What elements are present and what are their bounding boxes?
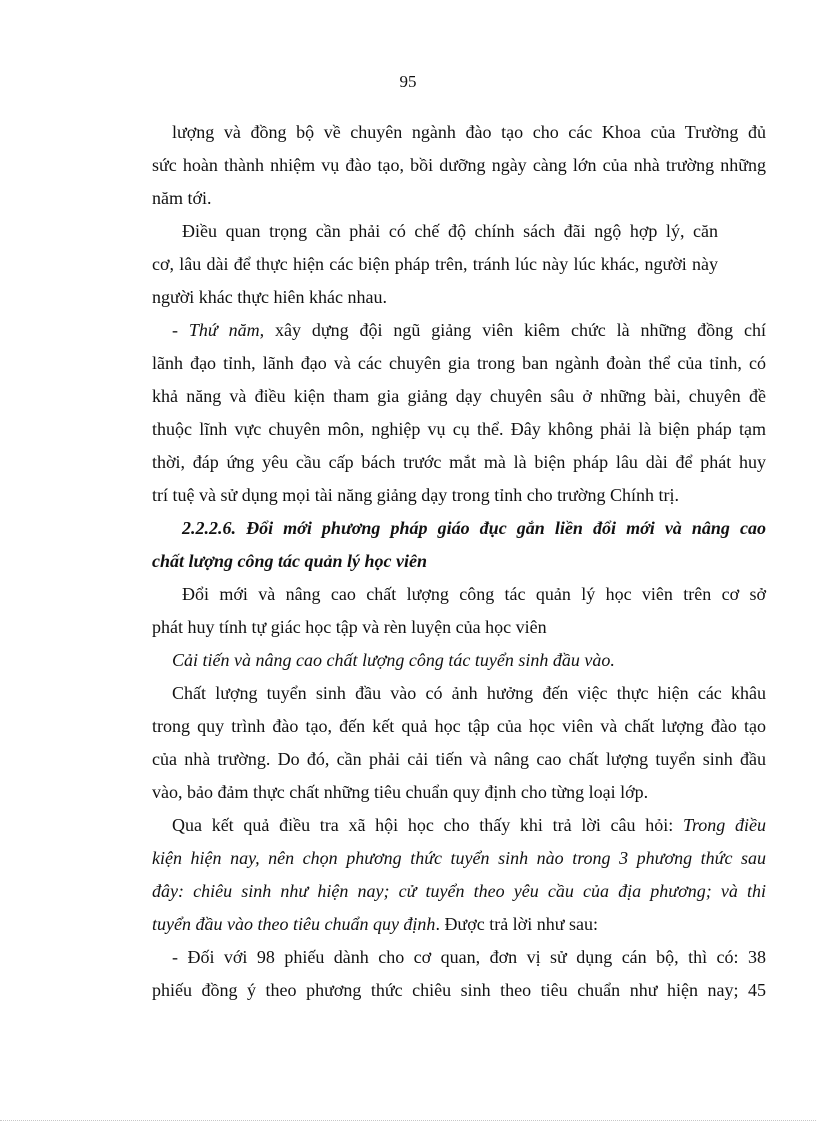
section-heading: 2.2.2.6. Đổi mới phương pháp giáo đục gắn liền đổi mới và nâng cao	[182, 518, 766, 538]
body-line	[172, 815, 766, 835]
section-heading: chất lượng công tác quản lý học viên	[152, 551, 427, 571]
body-line: năm tới.	[152, 188, 212, 208]
emphasis-text: tuyển đầu vào theo tiêu chuẩn quy định	[152, 914, 436, 934]
subheading-line: Cải tiến và nâng cao chất lượng công tác tuyển sinh đầu vào.	[172, 650, 615, 670]
body-line: người khác thực hiên khác nhau.	[152, 287, 387, 307]
body-line: phiếu đồng ý theo phương thức chiêu sinh theo tiêu chuẩn như hiện nay; 45	[152, 980, 766, 1000]
body-line: lãnh đạo tỉnh, lãnh đạo và các chuyên gia trong ban ngành đoàn thể của tỉnh, có	[152, 353, 766, 373]
body-line: sức hoàn thành nhiệm vụ đào tạo, bồi dưỡng ngày càng lớn của nhà trường những	[152, 155, 766, 175]
page-bottom-rule	[0, 1120, 816, 1121]
text-span: xây dựng đội ngũ giảng viên kiêm chức là những đồng chí	[264, 320, 766, 340]
body-line: lượng và đồng bộ về chuyên ngành đào tạo cho các Khoa của Trường đủ	[172, 122, 766, 142]
body-line: Điều quan trọng cần phải có chế độ chính sách đãi ngộ hợp lý, căn	[182, 221, 718, 241]
body-line: đây: chiêu sinh như hiện nay; cử tuyển theo yêu cầu của địa phương; và thi	[152, 881, 766, 901]
body-line: cơ, lâu dài để thực hiện các biện pháp trên, tránh lúc này lúc khác, người này	[152, 254, 718, 274]
body-line: thuộc lĩnh vực chuyên môn, nghiệp vụ cụ thể. Đây không phải là biện pháp tạm	[152, 419, 766, 439]
body-line	[172, 320, 766, 340]
body-line: phát huy tính tự giác học tập và rèn luyện của học viên	[152, 617, 547, 637]
body-line: - Đối với 98 phiếu dành cho cơ quan, đơn vị sử dụng cán bộ, thì có: 38	[172, 947, 766, 967]
emphasis-text: Thứ năm,	[188, 320, 265, 340]
emphasis-text: Trong điều	[682, 815, 766, 835]
body-line	[152, 914, 598, 934]
body-line: trong quy trình đào tạo, đến kết quả học tập của học viên và chất lượng đào tạo	[152, 716, 766, 736]
body-line: vào, bảo đảm thực chất những tiêu chuẩn quy định cho từng loại lớp.	[152, 782, 649, 802]
page-number: 95	[399, 72, 417, 91]
body-line: Đổi mới và nâng cao chất lượng công tác quản lý học viên trên cơ sở	[182, 584, 766, 604]
text-span: -	[172, 320, 189, 340]
body-line: kiện hiện nay, nên chọn phương thức tuyển sinh nào trong 3 phương thức sau	[152, 848, 766, 868]
text-span: Qua kết quả điều tra xã hội học cho thấy khi trả lời câu hỏi:	[172, 815, 683, 835]
body-line: thời, đáp ứng yêu cầu cấp bách trước mắt mà là biện pháp lâu dài để phát huy	[152, 452, 766, 472]
text-span: . Được trả lời như sau:	[435, 914, 598, 934]
body-line: trí tuệ và sử dụng mọi tài năng giảng dạy trong tỉnh cho trường Chính trị.	[152, 485, 679, 505]
body-line: khả năng và điều kiện tham gia giảng dạy chuyên sâu ở những bài, chuyên đề	[152, 386, 766, 406]
body-line: Chất lượng tuyển sinh đầu vào có ảnh hưởng đến việc thực hiện các khâu	[172, 683, 766, 703]
body-line: của nhà trường. Do đó, cần phải cải tiến và nâng cao chất lượng tuyển sinh đầu	[152, 749, 766, 769]
